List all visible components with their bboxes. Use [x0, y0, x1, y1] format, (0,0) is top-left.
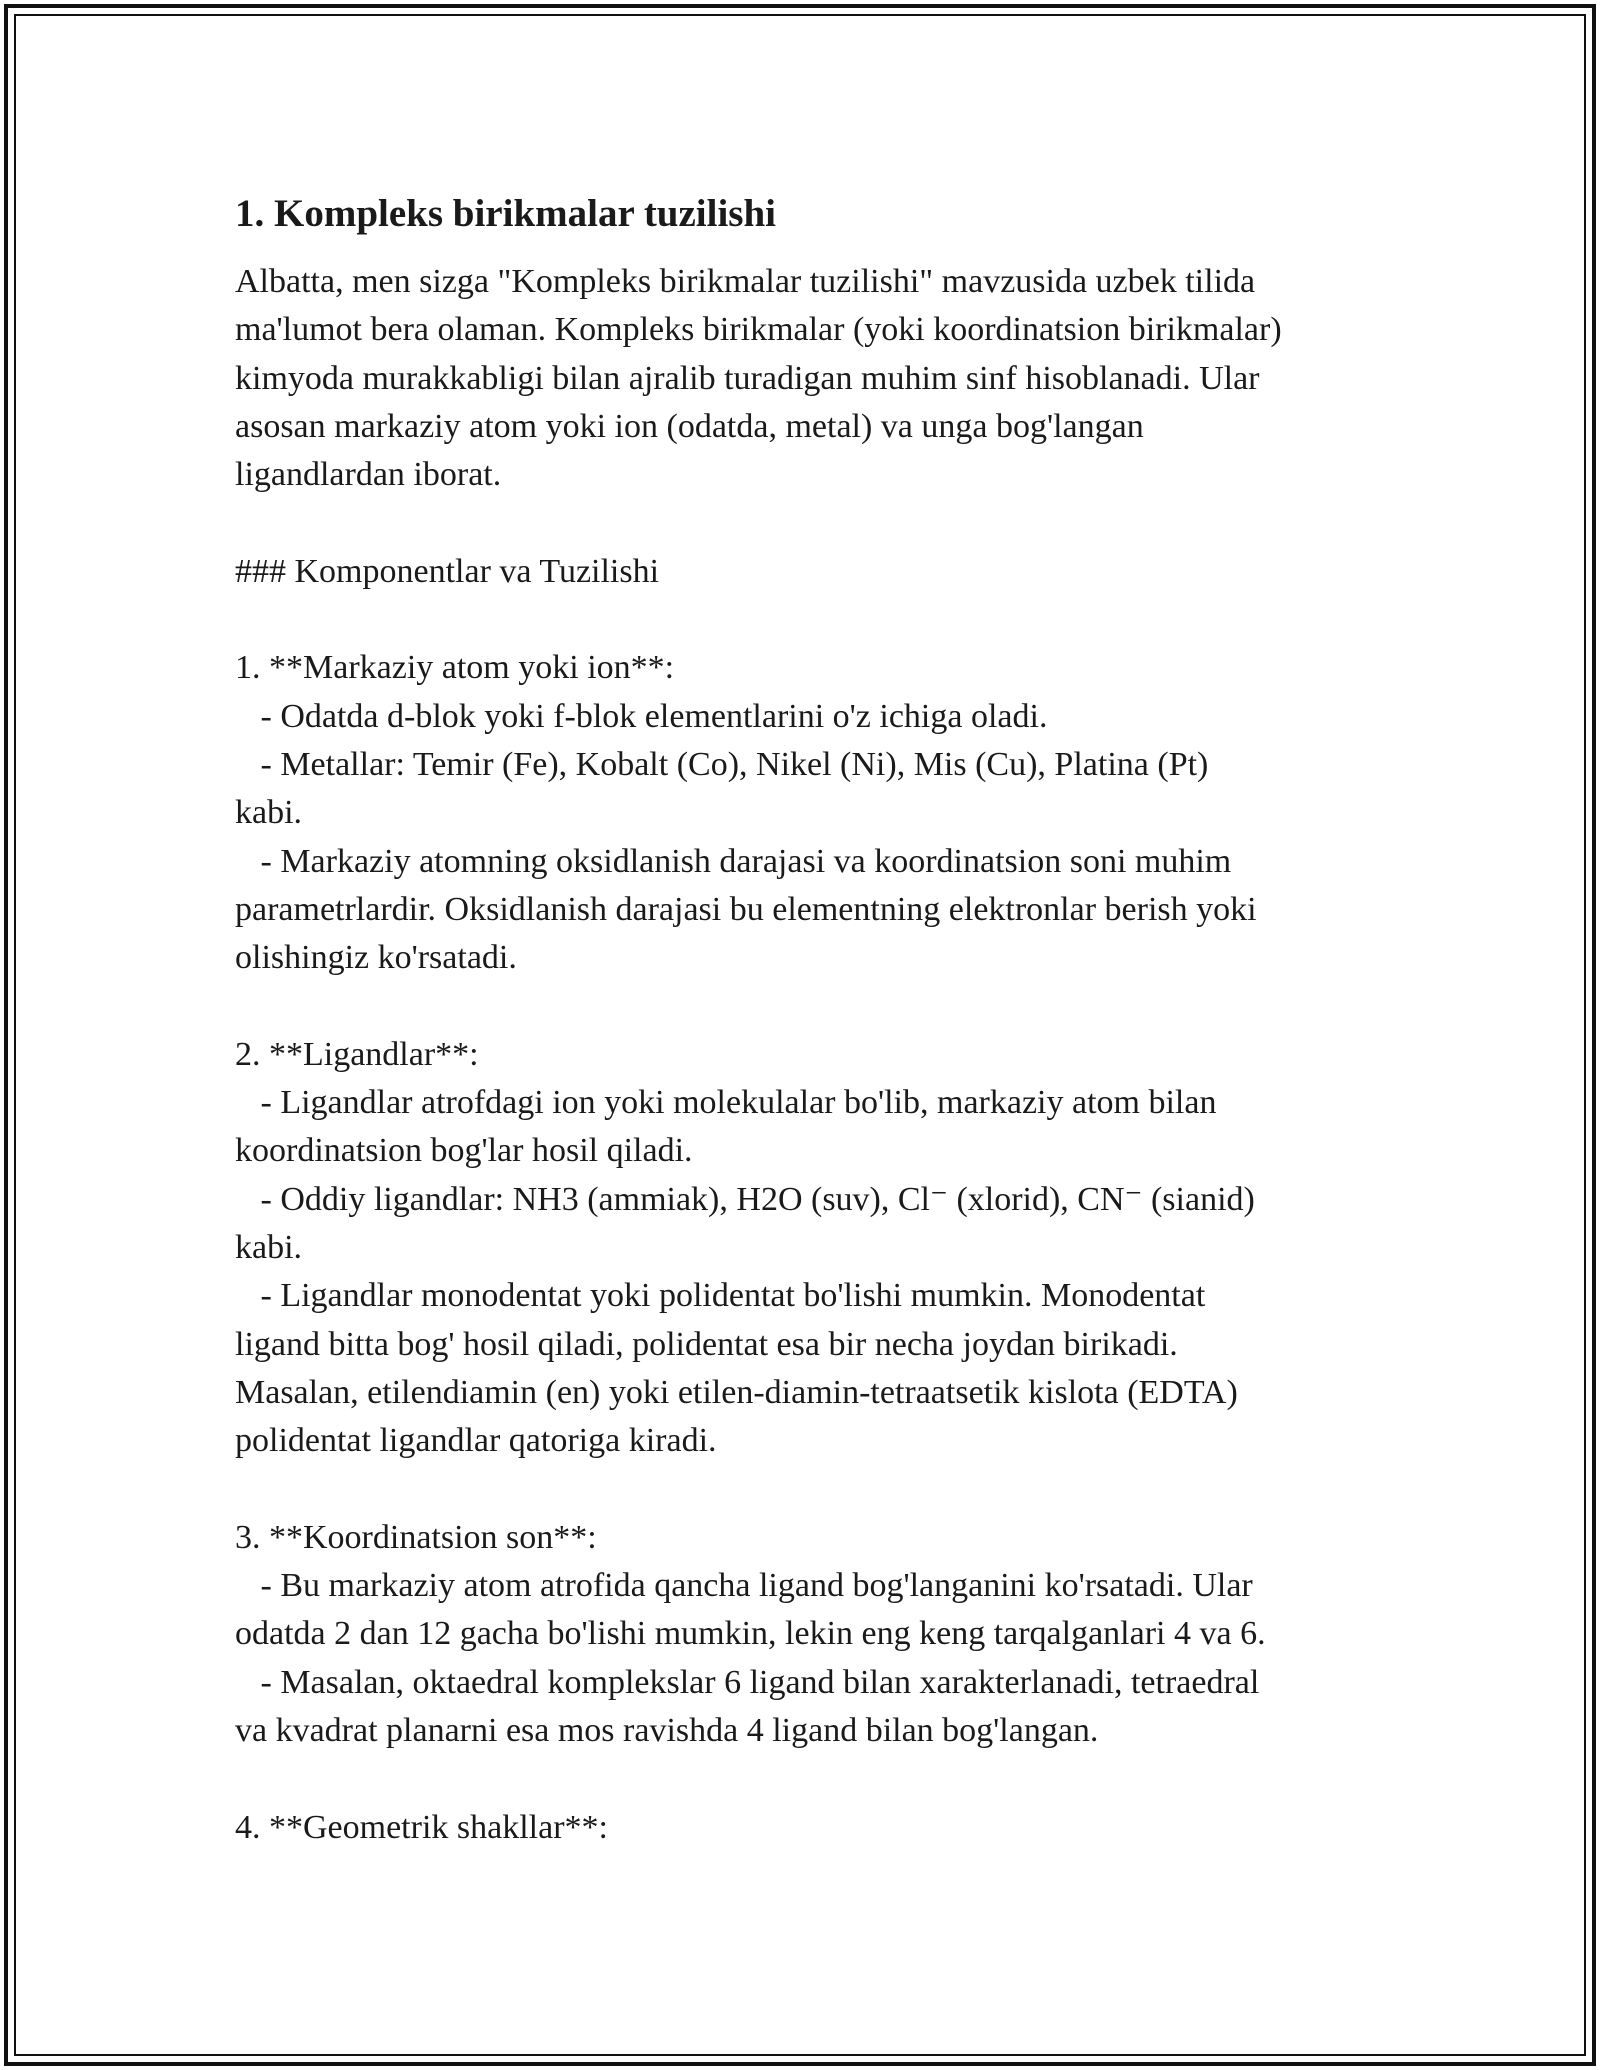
text-line: ligand bitta bog' hosil qiladi, polidentat esa bir necha joydan birikadi.: [235, 1325, 1178, 1363]
text-line: 1. **Markaziy atom yoki ion**:: [235, 649, 675, 687]
text-line: - Ligandlar monodentat yoki polidentat bo'lishi mumkin. Monodentat: [235, 1277, 1206, 1315]
text-line: ma'lumot bera olaman. Kompleks birikmalar (yoki koordinatsion birikmalar): [235, 311, 1282, 349]
text-line: - Oddiy ligandlar: NH3 (ammiak), H2O (suv), Cl⁻ (xlorid), CN⁻ (sianid): [235, 1180, 1255, 1218]
text-line: - Odatda d-blok yoki f-blok elementlarini o'z ichiga oladi.: [235, 697, 1048, 735]
text-line: Albatta, men sizga "Kompleks birikmalar tuzilishi" mavzusida uzbek tilida: [235, 263, 1256, 300]
text-line: va kvadrat planarni esa mos ravishda 4 ligand bilan bog'langan.: [235, 1711, 1099, 1749]
text-line: - Ligandlar atrofdagi ion yoki molekulalar bo'lib, markaziy atom bilan: [235, 1084, 1217, 1122]
text-line: kabi.: [235, 794, 303, 832]
text-line: ligandlardan iborat.: [235, 456, 502, 494]
text-line: asosan markaziy atom yoki ion (odatda, metal) va unga bog'langan: [235, 407, 1144, 445]
text-line: koordinatsion bog'lar hosil qiladi.: [235, 1132, 693, 1170]
text-line: kabi.: [235, 1228, 303, 1266]
blank-line: [235, 596, 1415, 644]
document-body: [235, 258, 1415, 1852]
text-line: kimyoda murakkabligi bilan ajralib turadigan muhim sinf hisoblanadi. Ular: [235, 359, 1260, 397]
text-line: Masalan, etilendiamin (en) yoki etilen-diamin-tetraatsetik kislota (EDTA): [235, 1373, 1238, 1411]
text-line: - Markaziy atomning oksidlanish darajasi va koordinatsion soni muhim: [235, 842, 1232, 880]
blank-line: [235, 1465, 1415, 1513]
text-line: parametrlardir. Oksidlanish darajasi bu elementning elektronlar berish yoki: [235, 890, 1257, 928]
blank-line: [235, 982, 1415, 1030]
text-line: 2. **Ligandlar**:: [235, 1035, 479, 1073]
document-title: 1. Kompleks birikmalar tuzilishi: [235, 192, 777, 235]
text-line: 3. **Koordinatsion son**:: [235, 1518, 597, 1556]
text-line: polidentat ligandlar qatoriga kiradi.: [235, 1422, 717, 1460]
text-line: - Masalan, oktaedral komplekslar 6 ligand bilan xarakterlanadi, tetraedral: [235, 1663, 1260, 1701]
text-line: - Metallar: Temir (Fe), Kobalt (Co), Nikel (Ni), Mis (Cu), Platina (Pt): [235, 745, 1209, 783]
text-line: ### Komponentlar va Tuzilishi: [235, 552, 660, 590]
text-line: 4. **Geometrik shakllar**:: [235, 1808, 608, 1846]
text-line: odatda 2 dan 12 gacha bo'lishi mumkin, lekin eng keng tarqalganlari 4 va 6.: [235, 1615, 1266, 1653]
blank-line: [235, 1755, 1415, 1803]
document-page: [235, 186, 1415, 1852]
text-line: olishingiz ko'rsatadi.: [235, 939, 517, 977]
blank-line: [235, 499, 1415, 547]
text-line: - Bu markaziy atom atrofida qancha ligand bog'langanini ko'rsatadi. Ular: [235, 1567, 1253, 1605]
